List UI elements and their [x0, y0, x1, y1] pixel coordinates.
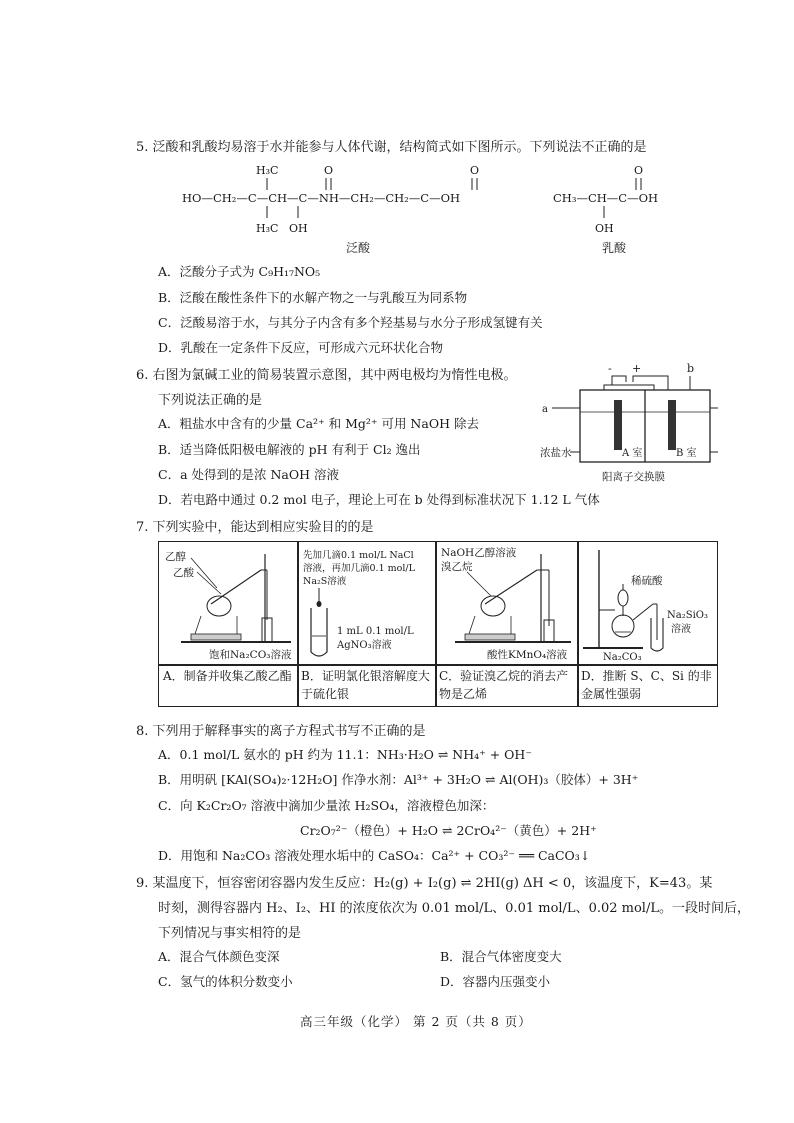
q7-apparatus-a: [161, 544, 295, 662]
q5-pantothenic-main: HO—CH₂—C—CH—C—NH—CH₂—CH₂—C—OH: [182, 191, 461, 205]
q5-pantothenic-name: 泛酸: [346, 241, 371, 255]
q7-apparatus-b: [299, 544, 433, 662]
q7-experiment-table: [158, 541, 718, 707]
q5-lactic-oh: OH: [595, 222, 614, 235]
q5-stem: 5. 泛酸和乳酸均易溶于水并能参与人体代谢，结构简式如下图所示。下列说法不正确的是: [136, 140, 647, 155]
q8-option-b: B．用明矾 [KAl(SO₄)₂·12H₂O] 作净水剂：Al³⁺ + 3H₂O ⇌ Al(OH)₃（胶体）+ 3H⁺: [158, 772, 639, 787]
q7-d-text-1: 稀硫酸: [631, 575, 663, 587]
q9-stem-2: 时刻，测得容器内 H₂、I₂、HI 的浓度依次为 0.01 mol/L、0.01 mol/L、0.02 mol/L。一段时间后，: [158, 901, 750, 916]
q6-room-a: A 室: [622, 448, 643, 459]
q7-b-text-3: Na₂S溶液: [303, 576, 347, 587]
q6-option-c: C．a 处得到的是浓 NaOH 溶液: [158, 467, 339, 482]
q6-a-label: a: [542, 404, 548, 415]
q7-cell-b-label: B．证明氯化银溶解度大于硫化银: [301, 669, 430, 701]
q5-option-b: B．泛酸在酸性条件下的水解产物之一与乳酸互为同系物: [158, 290, 468, 305]
q6-membrane-label: 阳离子交换膜: [602, 471, 665, 483]
q8-option-a: A．0.1 mol/L 氨水的 pH 约为 11.1：NH₃·H₂O ⇌ NH₄⁺ + OH⁻: [158, 747, 532, 762]
q7-c-text-1: NaOH乙醇溶液: [441, 547, 517, 559]
q7-b-text-1: 先加几滴0.1 mol/L NaCl: [303, 550, 414, 561]
q6-brine-label: 浓盐水: [540, 447, 572, 459]
q6-b-label: b: [687, 362, 695, 375]
q7-cell-a-label: A．制备并收集乙酸乙酯: [163, 669, 292, 683]
q7-d-text-2: Na₂SiO₃: [667, 610, 708, 621]
q7-cell-d-label: D．推断 S、C、Si 的非金属性强弱: [581, 669, 712, 701]
q6-stem-1: 6. 右图为氯碱工业的简易装置示意图，其中两电极均为惰性电极。: [136, 368, 517, 383]
q5-structures: [170, 160, 710, 255]
q6-minus-label: -: [608, 362, 612, 375]
q5-option-d: D．乳酸在一定条件下反应，可形成六元环状化合物: [158, 340, 444, 355]
q9-option-c: C．氢气的体积分数变小: [158, 974, 293, 989]
q9-option-a: A．混合气体颜色变深: [158, 949, 280, 964]
q5-lactic-main: CH₃—CH—C—OH: [553, 191, 659, 205]
q5-carbonyl-o-2: O: [470, 164, 480, 177]
q8-option-c-equation: Cr₂O₇²⁻（橙色）+ H₂O ⇌ 2CrO₄²⁻（黄色）+ 2H⁺: [300, 823, 597, 838]
q9-option-b: B．混合气体密度变大: [440, 949, 562, 964]
q5-option-a: A．泛酸分子式为 C₉H₁₇NO₅: [158, 264, 321, 279]
q6-option-a: A．粗盐水中含有的少量 Ca²⁺ 和 Mg²⁺ 可用 NaOH 除去: [158, 416, 479, 431]
q5-option-c: C．泛酸易溶于水，与其分子内含有多个羟基易与水分子形成氢键有关: [158, 315, 543, 330]
q6-plus-label: +: [632, 362, 642, 375]
q8-stem: 8. 下列用于解释事实的离子方程式书写不正确的是: [136, 724, 426, 739]
q9-option-d: D．容器内压强变小: [440, 974, 551, 989]
q5-h3c-top: H₃C: [256, 164, 279, 177]
q6-room-b: B 室: [676, 448, 697, 459]
q5-lactic-name: 乳酸: [602, 241, 627, 255]
q7-b-text-4: 1 mL 0.1 mol/L: [337, 626, 414, 637]
q5-carbonyl-o-3: O: [634, 164, 644, 177]
q5-pantothenic-oh: OH: [289, 222, 308, 235]
q7-c-text-2: 溴乙烷: [441, 561, 473, 573]
q9-stem-1: 9. 某温度下，恒容密闭容器内发生反应：H₂(g) + I₂(g) ⇌ 2HI(g) ΔH < 0，该温度下，K=43。某: [136, 876, 713, 891]
q7-d-text-4: Na₂CO₃: [603, 652, 642, 662]
q5-h3c-bottom: H₃C: [256, 222, 279, 235]
q6-option-d: D．若电路中通过 0.2 mol 电子，理论上可在 b 处得到标准状况下 1.12 L 气体: [158, 492, 600, 507]
q7-a-text-3: 饱和Na₂CO₃溶液: [209, 649, 292, 661]
q6-stem-2: 下列说法正确的是: [158, 393, 263, 408]
page-footer: 高三年级（化学） 第 2 页（共 8 页）: [300, 1014, 532, 1029]
q7-a-text-1: 乙醇: [165, 551, 186, 563]
q7-cell-c-label: C．验证溴乙烷的消去产物是乙烯: [439, 669, 569, 701]
q7-b-text-5: AgNO₃溶液: [337, 640, 392, 651]
q6-electrolysis-diagram: [540, 360, 720, 490]
q7-c-text-3: 酸性KMnO₄溶液: [487, 649, 568, 661]
q7-stem: 7. 下列实验中，能达到相应实验目的的是: [136, 520, 374, 535]
q7-apparatus-d: [579, 544, 715, 662]
q8-option-d: D．用饱和 Na₂CO₃ 溶液处理水垢中的 CaSO₄：Ca²⁺ + CO₃²⁻ ══ CaCO₃↓: [158, 848, 591, 863]
q6-option-b: B．适当降低阳极电解液的 pH 有利于 Cl₂ 逸出: [158, 442, 421, 457]
q9-stem-3: 下列情况与事实相符的是: [158, 926, 302, 941]
q5-carbonyl-o-1: O: [324, 164, 334, 177]
q7-d-text-3: 溶液: [671, 624, 691, 635]
q7-apparatus-c: [437, 544, 575, 662]
q7-a-text-2: 乙酸: [173, 567, 194, 579]
q8-option-c: C．向 K₂Cr₂O₇ 溶液中滴加少量浓 H₂SO₄，溶液橙色加深：: [158, 798, 495, 813]
q7-b-text-2: 溶液，再加几滴0.1 mol/L: [303, 563, 415, 574]
